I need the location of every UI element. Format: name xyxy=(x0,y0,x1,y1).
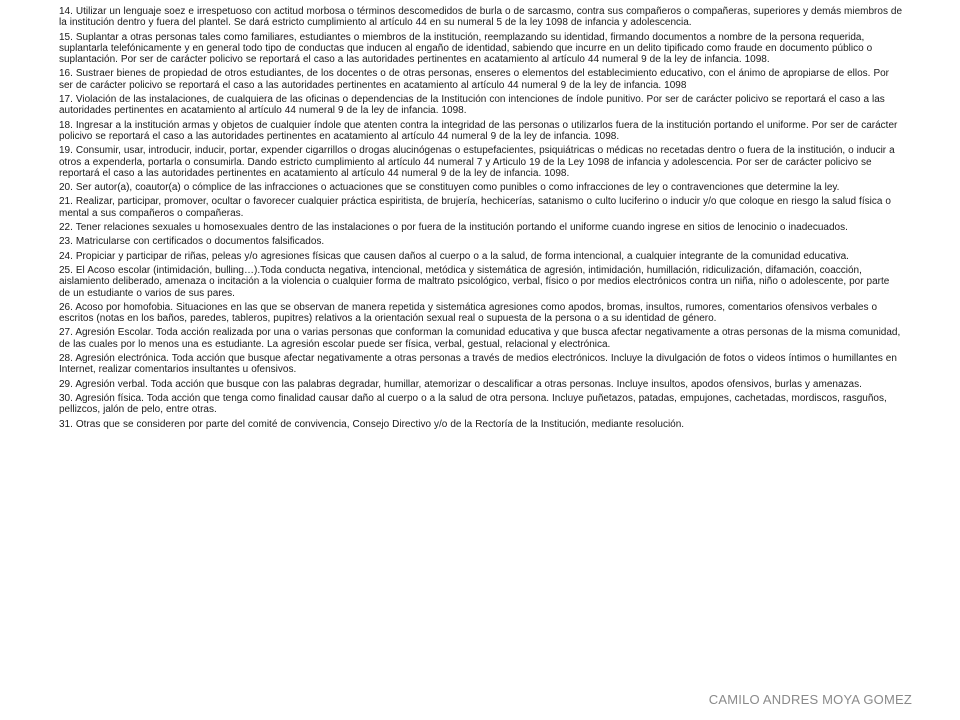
rule-17: 17. Violación de las instalaciones, de cualquiera de las oficinas o dependencias de la Institución con intenciones de índole punitivo. Por ser de carácter policivo se reportará el caso a las autoridades pertinentes en acatamiento al artículo 44 numeral 9 de la ley de infancia. 1098. xyxy=(59,94,885,117)
rule-23: 23. Matricularse con certificados o documentos falsificados. xyxy=(59,236,325,248)
rule-30: 30. Agresión física. Toda acción que tenga como finalidad causar daño al cuerpo o a la salud de otra persona. Incluye puñetazos, patadas, empujones, cachetadas, mordiscos, rasguños, pellizcos, jalón de pelo, entre otras. xyxy=(59,392,887,416)
rule-25: 25. El Acoso escolar (intimidación, bulling…).Toda conducta negativa, intencional, metódica y sistemática de agresión, intimidación, humillación, ridiculización, difamación, coacción, aislamiento deliberado, amenaza o incitación a la violencia o cualquier forma de maltrato psicológico, verbal, físico o por medios electrónicos contra un niña, niño o adolescente, por parte de un estudiante o varios de sus pares. xyxy=(59,264,890,299)
rule-27: 27. Agresión Escolar. Toda acción realizada por una o varias personas que conforman la comunidad educativa y que busca afectar negativamente a otras personas de la misma comunidad, de las cuales por lo menos una es estudiante. La agresión escolar puede ser física, verbal, gestual, relacional y electrónica. xyxy=(59,327,901,350)
rule-22: 22. Tener relaciones sexuales u homosexuales dentro de las instalaciones o por fuera de la institución portando el uniforme cuando ingrese en sitios de lenocinio o inadecuados. xyxy=(59,222,848,234)
rule-20: 20. Ser autor(a), coautor(a) o cómplice de las infracciones o actuaciones que se constituyen como punibles o como infracciones de ley o contravenciones que determine la ley. xyxy=(59,182,840,194)
rule-24: 24. Propiciar y participar de riñas, peleas y/o agresiones físicas que causen daños al cuerpo o a la salud, de forma intencional, a cualquier integrante de la comunidad educativa. xyxy=(59,250,849,262)
author-footer: CAMILO ANDRES MOYA GOMEZ xyxy=(708,692,912,707)
rule-15: 15. Suplantar a otras personas tales como familiares, estudiantes o miembros de la institución, reemplazando su identidad, firmando documentos a nombre de la persona requerida, suplantarla telefónicamente y en general todo tipo de conductas que inducen al engaño de identidad, sabiendo que incurre en un delito tipificado como fraude en documento público o suplantación. Por ser de carácter policivo se reportará el caso a las autoridades pertinentes en acatamiento al artículo 44 numeral 9 de la ley de infancia. 1098. xyxy=(59,31,873,66)
rule-18: 18. Ingresar a la institución armas y objetos de cualquier índole que atenten contra la integridad de las personas o utilizarlos fuera de la institución portando el uniforme. Por ser de carácter policivo se reportará el caso a las autoridades pertinentes en acatamiento al artículo 44 numeral 9 de la ley de infancia. 1098. xyxy=(59,119,898,142)
rule-21: 21. Realizar, participar, promover, ocultar o favorecer cualquier práctica espiritista, de brujería, hechicerías, satanismo o culto luciferino o inducir y/o que coloque en riesgo la salud física o mental a sus compañeros o compañeras. xyxy=(59,196,891,219)
rule-16: 16. Sustraer bienes de propiedad de otros estudiantes, de los docentes o de otras personas, enseres o elementos del establecimiento educativo, con el ánimo de apropiarse de ellos. Por ser de carácter policivo se reportará el caso a las autoridades pertinentes en acatamiento al artículo 44 numeral 9 de la ley de infancia. 1098 xyxy=(59,68,889,91)
rule-26: 26. Acoso por homofobia. Situaciones en las que se observan de manera repetida y sistemática agresiones como apodos, bromas, insultos, rumores, comentarios ofensivos verbales o escritos (notas en los baños, paredes, tableros, pupitres) relativos a la orientación sexual real o supuesta de la persona o a su identidad de género. xyxy=(59,301,878,325)
rule-19: 19. Consumir, usar, introducir, inducir, portar, expender cigarrillos o drogas alucinógenas o estupefacientes, psiquiátricas o médicas no recetadas dentro o fuera de la institución, o inducir a otros a expenderla, portarla o consumirla. Dando estricto cumplimiento al artículo 44 numeral 7 y Articulo 19 de la Ley 1098 de infancia y adolescencia. Por ser de carácter policivo se reportará el caso a las autoridades pertinentes en acatamiento al artículo 44 numeral 9 de la ley de infancia. 1098. xyxy=(59,145,895,179)
rule-28: 28. Agresión electrónica. Toda acción que busque afectar negativamente a otras personas a través de medios electrónicos. Incluye la divulgación de fotos o videos íntimos o humillantes en Internet, realizar comentarios insultantes u ofensivos. xyxy=(59,353,897,376)
rule-29: 29. Agresión verbal. Toda acción que busque con las palabras degradar, humillar, atemorizar o descalificar a otras personas. Incluye insultos, apodos ofensivos, burlas y amenazas. xyxy=(59,378,862,390)
rule-31: 31. Otras que se consideren por parte del comité de convivencia, Consejo Directivo y/o de la Rectoría de la Institución, mediante resolución. xyxy=(59,418,685,430)
rule-14: 14. Utilizar un lenguaje soez e irrespetuoso con actitud morbosa o términos descomedidos de burla o de sarcasmo, contra sus compañeros o compañeras, superiores y demás miembros de la institución dentro y fuera del plantel. Se dará estricto cumplimiento al artículo 44 en su numeral 5 de la ley 1098 de infancia y adolescencia. xyxy=(59,6,903,29)
rules-list xyxy=(59,6,903,433)
